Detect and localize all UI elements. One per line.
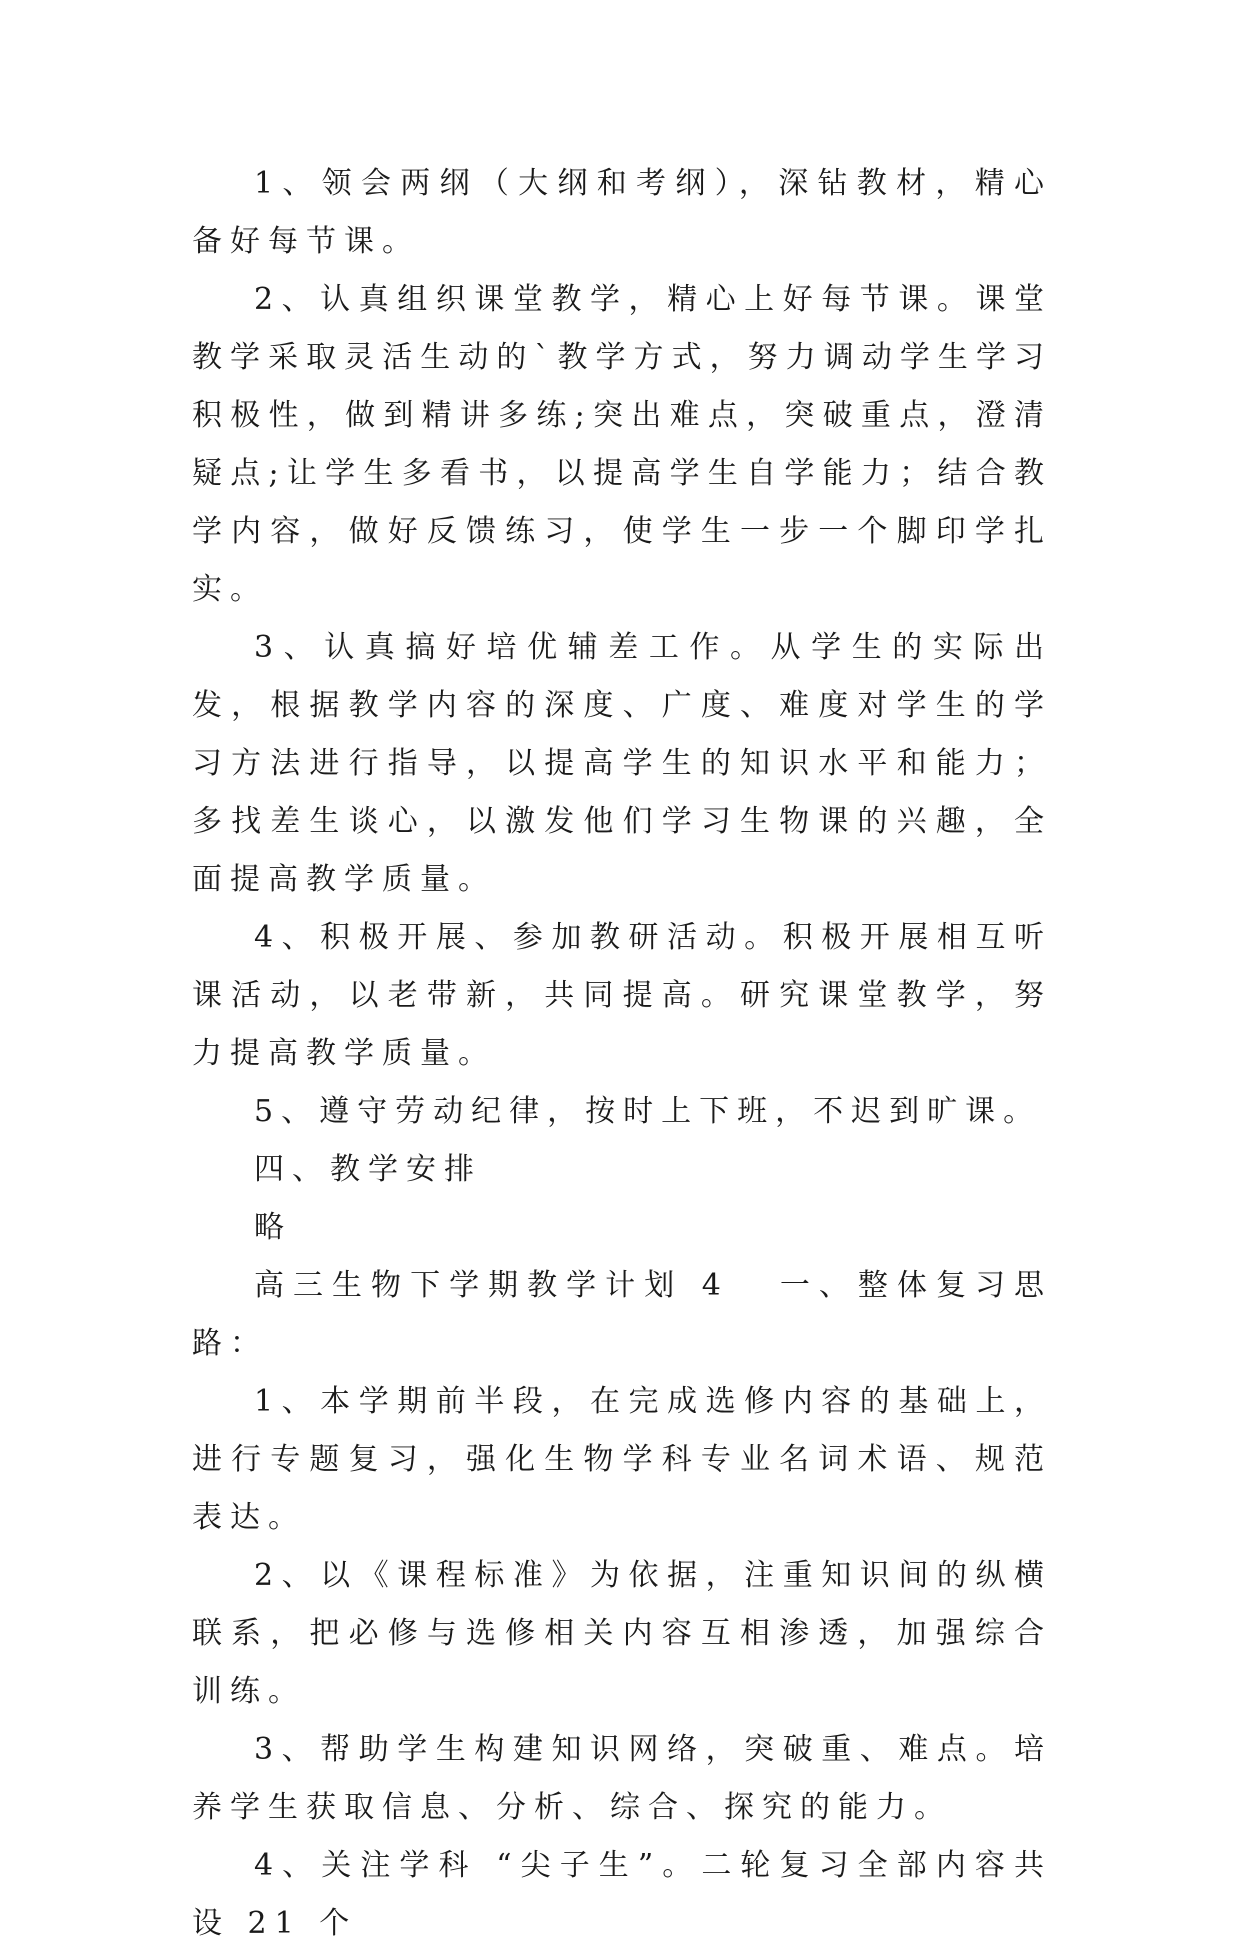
- plan-title: 高三生物下学期教学计划 4: [254, 1268, 729, 1303]
- plan-title-line: [192, 1257, 1052, 1373]
- document-body: [192, 155, 1052, 1953]
- section-body: 略: [254, 1210, 292, 1245]
- paragraph-item-5: 5、遵守劳动纪律，按时上下班，不迟到旷课。: [254, 1094, 1042, 1129]
- plan-paragraph-1: 1、本学期前半段，在完成选修内容的基础上，进行专题复习，强化生物学科专业名词术语、规范表达。: [192, 1384, 1052, 1535]
- paragraph-item-2: 2、认真组织课堂教学，精心上好每节课。课堂教学采取灵活生动的`教学方式，努力调动学生学习积极性，做到精讲多练;突出难点，突破重点，澄清疑点;让学生多看书，以提高学生自学能力；结合教学内容，做好反馈练习，使学生一步一个脚印学扎实。: [192, 282, 1052, 607]
- paragraph-item-1: 1、领会两纲（大纲和考纲），深钻教材，精心备好每节课。: [192, 166, 1052, 259]
- plan-subheading: 一、整体复习思路：: [192, 1268, 1053, 1361]
- paragraph-item-3: 3、认真搞好培优辅差工作。从学生的实际出发，根据教学内容的深度、广度、难度对学生的学习方法进行指导，以提高学生的知识水平和能力；多找差生谈心，以激发他们学习生物课的兴趣，全面提高教学质量。: [192, 630, 1052, 897]
- plan-paragraph-3: 3、帮助学生构建知识网络，突破重、难点。培养学生获取信息、分析、综合、探究的能力。: [192, 1732, 1052, 1825]
- plan-paragraph-2: 2、以《课程标准》为依据，注重知识间的纵横联系，把必修与选修相关内容互相渗透，加强综合训练。: [192, 1558, 1052, 1709]
- plan-paragraph-4: 4、关注学科 “尖子生”。二轮复习全部内容共设 21 个: [192, 1848, 1052, 1941]
- section-heading: 四、教学安排: [254, 1152, 482, 1187]
- paragraph-item-4: 4、积极开展、参加教研活动。积极开展相互听课活动，以老带新，共同提高。研究课堂教学，努力提高教学质量。: [192, 920, 1052, 1071]
